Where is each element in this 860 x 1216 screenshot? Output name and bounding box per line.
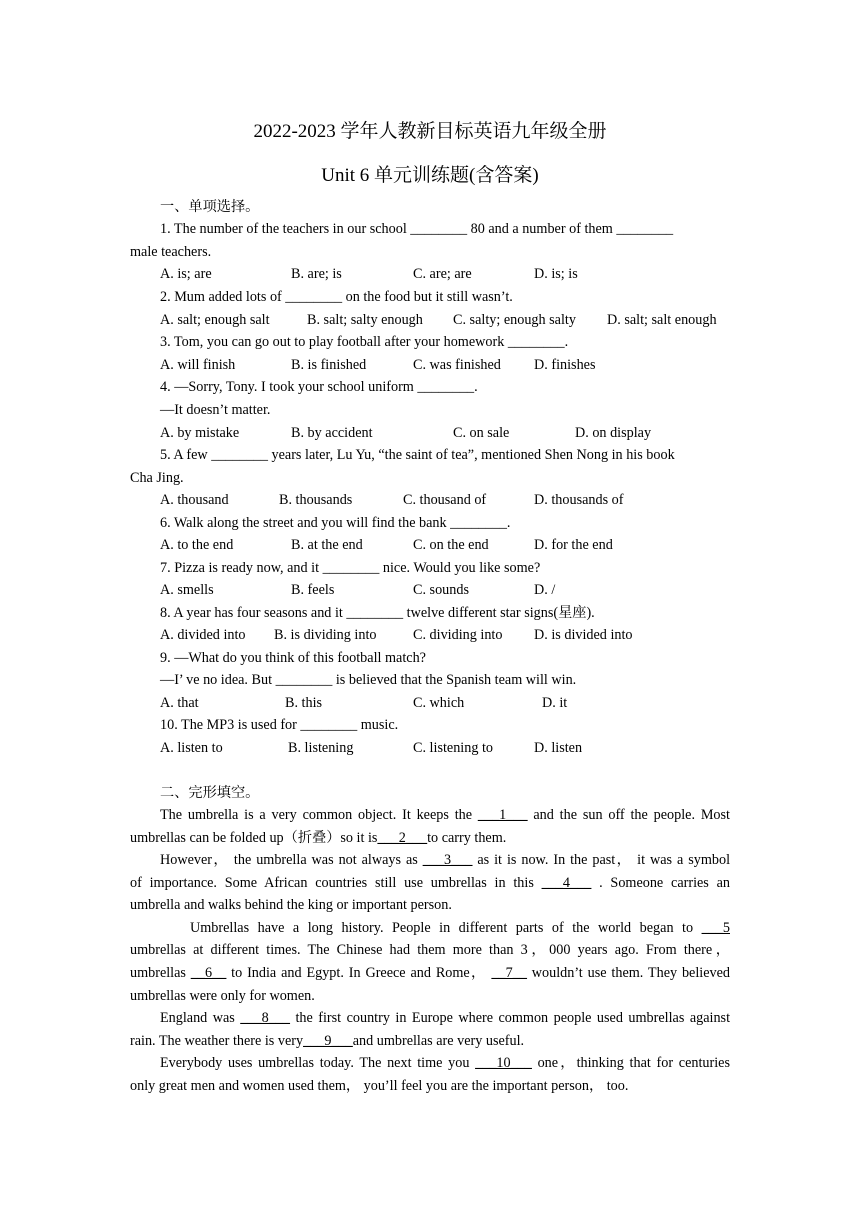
cloze-line-12: Everybody uses umbrellas today. The next time you ___10___ one，thinking that for centuries <box>160 1055 730 1071</box>
question-5-line2: Cha Jing. <box>130 470 184 486</box>
cloze-blank-7: __7__ <box>491 965 527 981</box>
cloze-line-3: However， the umbrella was not always as ___3___ as it is now. In the past， it was a symbol <box>160 852 731 868</box>
question-3-option-a: A. will finish <box>160 357 236 373</box>
question-3-line1: 3. Tom, you can go out to play football after your homework ________. <box>160 334 569 350</box>
question-10-option-c: C. listening to <box>413 740 494 756</box>
section2-heading: 二、完形填空。 <box>160 785 260 801</box>
question-6-line1: 6. Walk along the street and you will find the bank ________. <box>160 515 511 531</box>
question-10-option-b: B. listening <box>288 740 354 756</box>
question-3-option-b: B. is finished <box>291 357 367 373</box>
question-2-line1: 2. Mum added lots of ________ on the food but it still wasn’t. <box>160 289 513 305</box>
cloze-line-4: of importance. Some African countries still use umbrellas in this ___4___ . Someone carries an <box>130 875 731 891</box>
question-8-option-a: A. divided into <box>160 627 246 643</box>
question-6-option-d: D. for the end <box>534 537 613 553</box>
question-10-line1: 10. The MP3 is used for ________ music. <box>160 717 399 733</box>
question-2-option-a: A. salt; enough salt <box>160 312 270 328</box>
cloze-blank-6: __6__ <box>190 965 227 981</box>
cloze-blank-2: ___2___ <box>377 830 428 846</box>
question-5-option-d: D. thousands of <box>534 492 624 508</box>
cloze-line-6: Umbrellas have a long history. People in different parts of the world began to ___5 <box>190 920 730 936</box>
cloze-blank-10: ___10___ <box>475 1055 532 1071</box>
question-4-option-c: C. on sale <box>453 425 510 441</box>
question-5-line1: 5. A few ________ years later, Lu Yu, “the saint of tea”, mentioned Shen Nong in his book <box>160 447 675 463</box>
cloze-line-13: only great men and women used them， you’ll feel you are the important person， too. <box>130 1078 629 1094</box>
cloze-line-10: England was ___8___ the first country in Europe where common people used umbrellas against <box>160 1010 731 1026</box>
cloze-blank-9: ___9___ <box>303 1033 353 1049</box>
cloze-blank-1: ___1___ <box>477 807 528 823</box>
question-7-option-a: A. smells <box>160 582 214 598</box>
cloze-line-7: umbrellas at different times. The Chinese had them more than 3，000 years ago. From there， <box>130 942 730 958</box>
question-1-option-a: A. is; are <box>160 266 212 282</box>
question-3-option-d: D. finishes <box>534 357 596 373</box>
question-1-line2: male teachers. <box>130 244 212 260</box>
cloze-line-9: umbrellas were only for women. <box>130 988 315 1004</box>
question-1-line1: 1. The number of the teachers in our school ________ 80 and a number of them ________ <box>160 221 674 237</box>
question-5-option-b: B. thousands <box>279 492 353 508</box>
cloze-blank-5: ___5 <box>701 920 730 936</box>
question-9-option-c: C. which <box>413 695 465 711</box>
question-9-option-a: A. that <box>160 695 199 711</box>
question-9-line1: 9. —What do you think of this football match? <box>160 650 426 666</box>
question-7-option-b: B. feels <box>291 582 335 598</box>
question-4-line2: —It doesn’t matter. <box>160 402 271 418</box>
question-9-option-b: B. this <box>285 695 323 711</box>
cloze-line-2: umbrellas can be folded up（折叠）so it is___2___to carry them. <box>130 830 507 846</box>
question-4-option-d: D. on display <box>575 425 652 441</box>
question-8-option-d: D. is divided into <box>534 627 633 643</box>
question-1-option-d: D. is; is <box>534 266 578 282</box>
question-8-option-b: B. is dividing into <box>274 627 377 643</box>
question-2-option-b: B. salt; salty enough <box>307 312 423 328</box>
section1-heading: 一、单项选择。 <box>160 199 260 215</box>
document-subtitle: Unit 6 单元训练题(含答案) <box>321 165 539 186</box>
question-8-line1: 8. A year has four seasons and it ________ twelve different star signs(星座). <box>160 605 595 621</box>
question-5-option-c: C. thousand of <box>403 492 487 508</box>
question-6-option-c: C. on the end <box>413 537 489 553</box>
question-4-line1: 4. —Sorry, Tony. I took your school uniform ________. <box>160 379 478 395</box>
question-8-option-c: C. dividing into <box>413 627 503 643</box>
cloze-blank-4: ___4___ <box>541 875 592 891</box>
question-10-option-d: D. listen <box>534 740 583 756</box>
cloze-blank-8: ___8___ <box>240 1010 290 1026</box>
cloze-line-8: umbrellas __6__ to India and Egypt. In Greece and Rome， __7__ wouldn’t use them. They believed <box>130 965 731 981</box>
question-7-option-c: C. sounds <box>413 582 469 598</box>
question-10-option-a: A. listen to <box>160 740 223 756</box>
question-6-option-a: A. to the end <box>160 537 234 553</box>
document-title: 2022-2023 学年人教新目标英语九年级全册 <box>253 121 607 142</box>
cloze-line-11: rain. The weather there is very___9___and umbrellas are very useful. <box>130 1033 525 1049</box>
cloze-blank-3: ___3___ <box>422 852 473 868</box>
question-9-line2: —I’ ve no idea. But ________ is believed that the Spanish team will win. <box>160 672 577 688</box>
question-3-option-c: C. was finished <box>413 357 501 373</box>
question-4-option-b: B. by accident <box>291 425 373 441</box>
question-7-line1: 7. Pizza is ready now, and it ________ nice. Would you like some? <box>160 560 541 576</box>
question-2-option-c: C. salty; enough salty <box>453 312 576 328</box>
question-9-option-d: D. it <box>542 695 568 711</box>
question-6-option-b: B. at the end <box>291 537 363 553</box>
question-2-option-d: D. salt; salt enough <box>607 312 717 328</box>
cloze-line-1: The umbrella is a very common object. It keeps the ___1___ and the sun off the people. Most <box>160 807 730 823</box>
cloze-line-5: umbrella and walks behind the king or important person. <box>130 897 452 913</box>
question-5-option-a: A. thousand <box>160 492 229 508</box>
question-7-option-d: D. / <box>534 582 556 598</box>
question-1-option-c: C. are; are <box>413 266 472 282</box>
question-4-option-a: A. by mistake <box>160 425 240 441</box>
question-1-option-b: B. are; is <box>291 266 342 282</box>
